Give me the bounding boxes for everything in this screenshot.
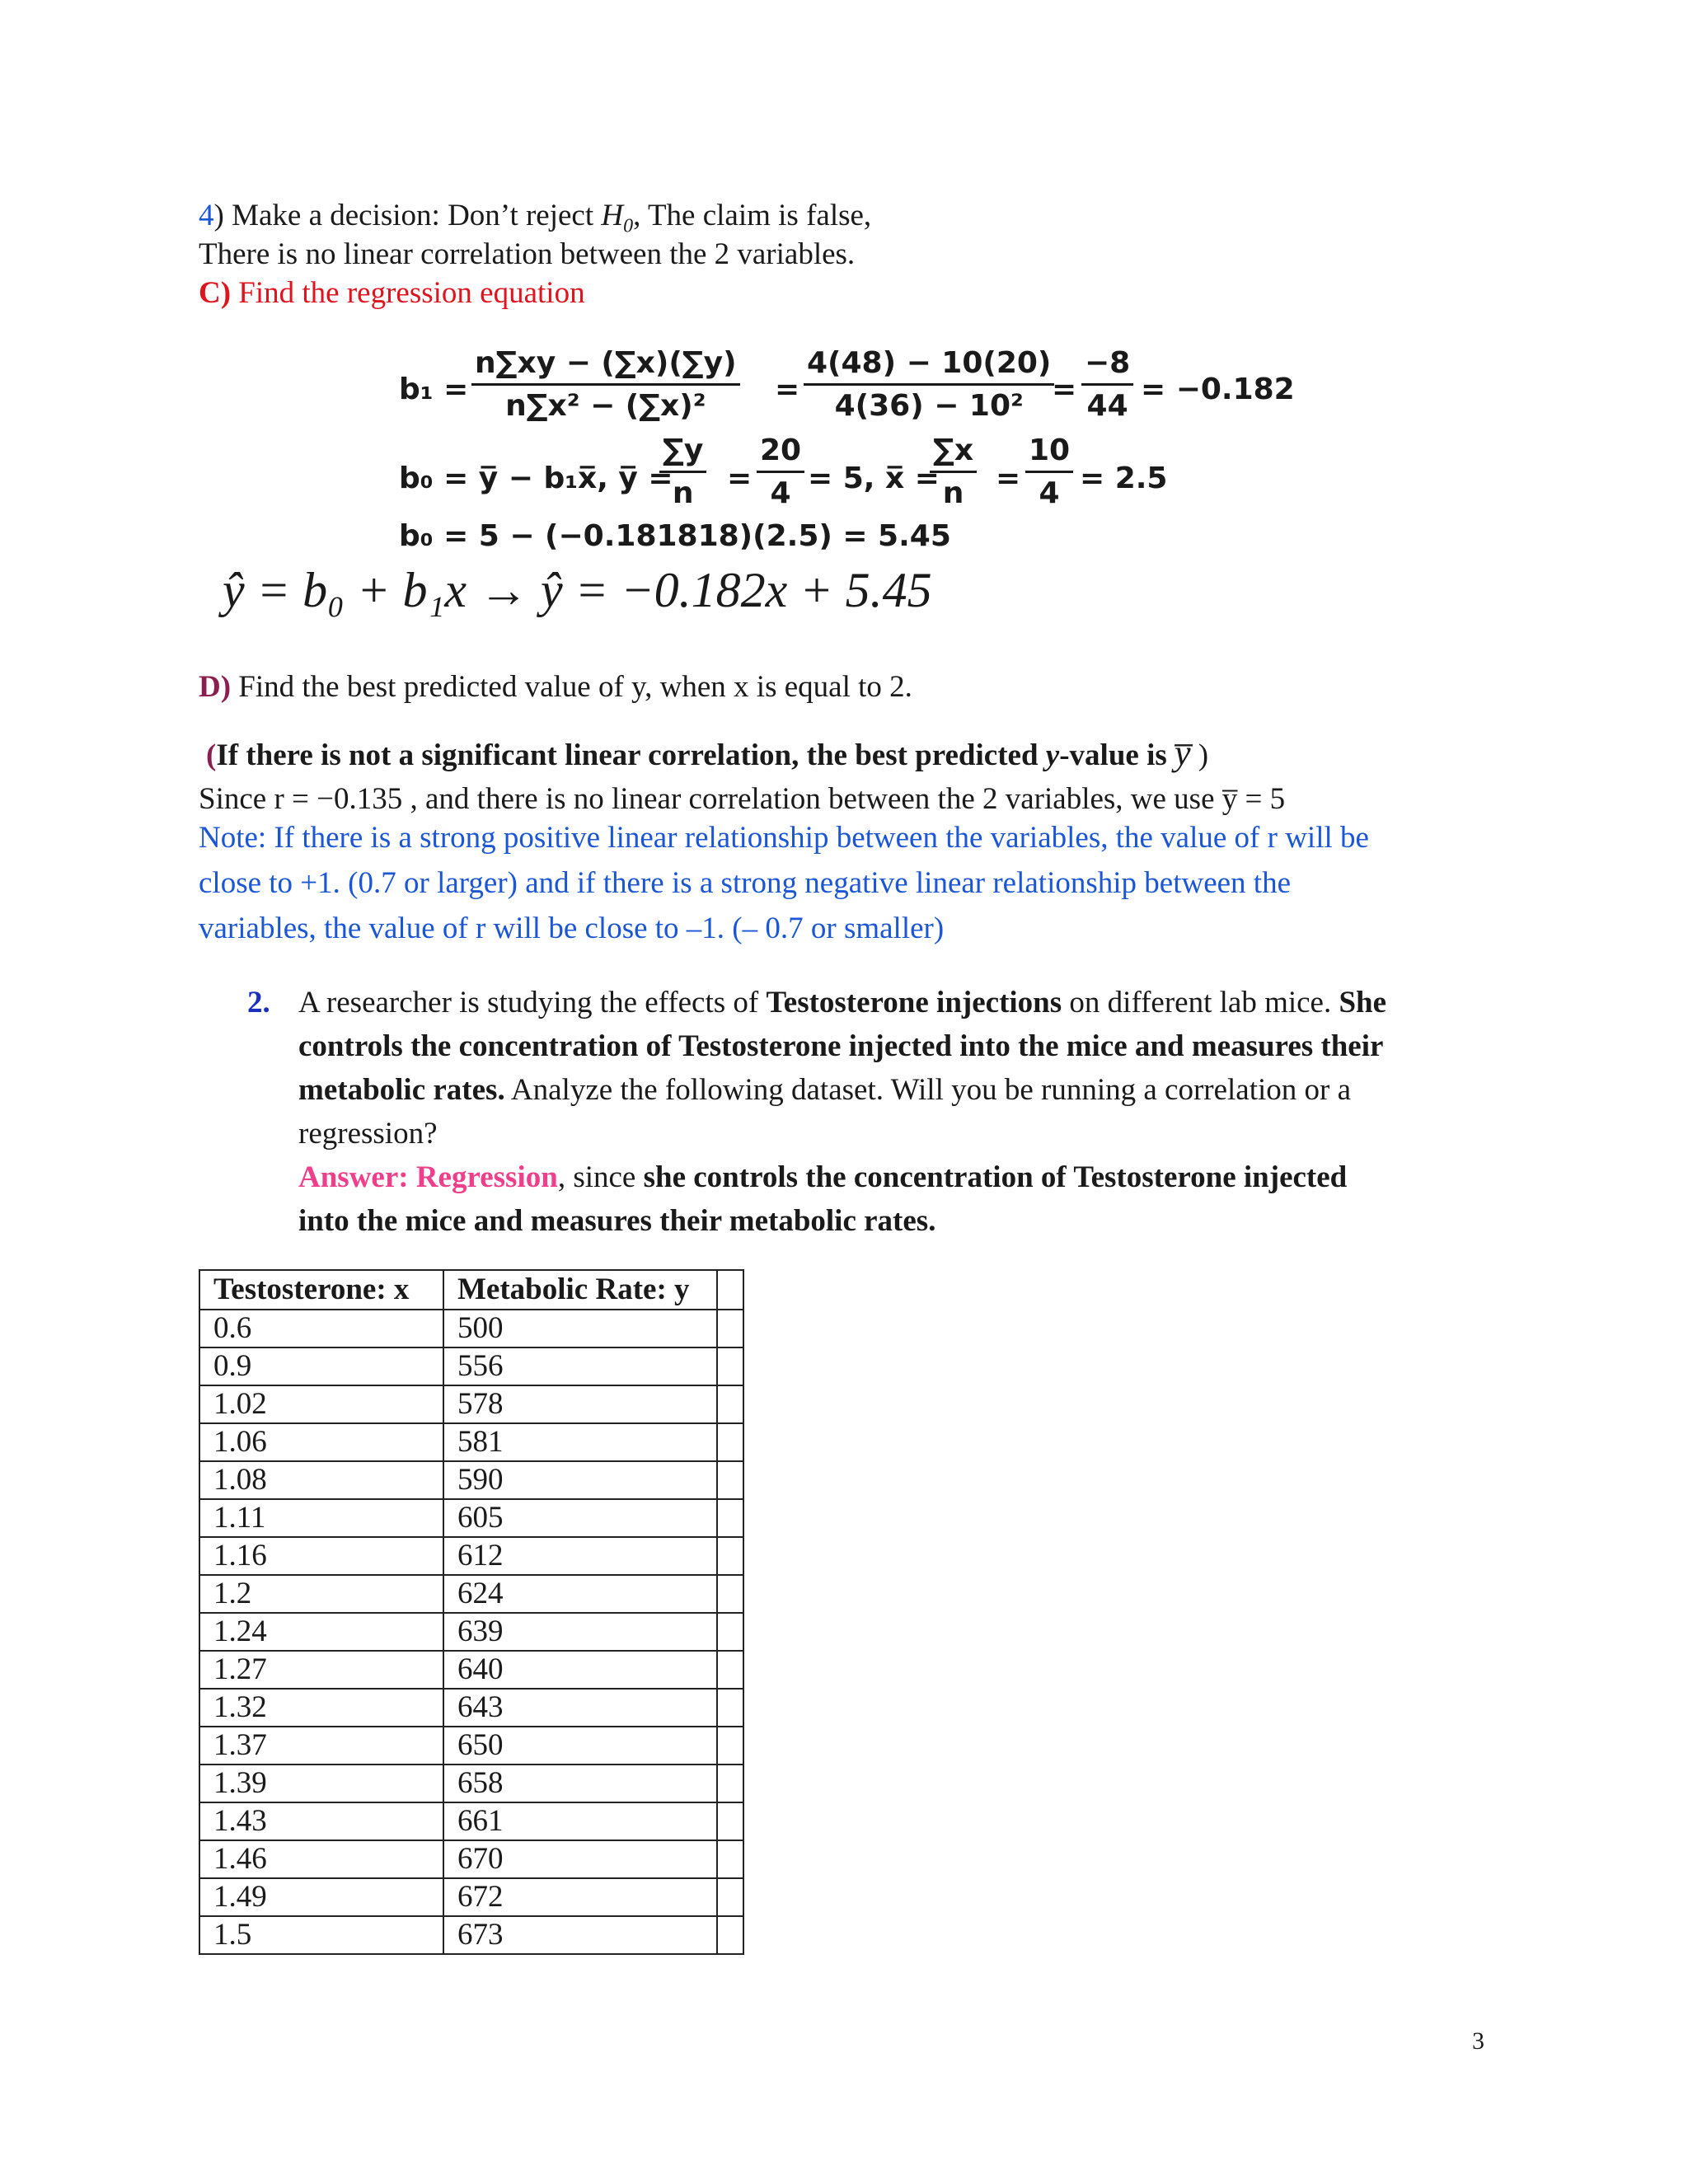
part-d-note: (If there is not a significant linear correlation, the best predicted y-value is y̅ )	[206, 733, 1209, 773]
q2-line1: A researcher is studying the effects of Testosterone injections on different lab mice. She	[298, 986, 1387, 1019]
b0-calculation: b₀ = 5 − (−0.181818)(2.5) = 5.45	[399, 519, 951, 553]
table-row: 1.27 640	[199, 1651, 743, 1689]
blue-note-line1: Note: If there is a strong positive linear relationship between the variables, the value of r will be	[199, 821, 1369, 855]
b1-fraction-simplified: −8 44	[1081, 346, 1133, 423]
b1-lhs: b₁ =	[399, 373, 469, 406]
xbar-fraction: ∑x n	[930, 434, 977, 510]
ybar-result: = 5, x̅ =	[808, 462, 940, 495]
header-metabolic-rate: Metabolic Rate: y	[443, 1270, 717, 1310]
part-c-heading: C) Find the regression equation	[199, 276, 585, 310]
part-c-label: C)	[199, 276, 232, 310]
blue-note-line2: close to +1. (0.7 or larger) and if there is a strong negative linear relationship between the	[199, 866, 1292, 900]
b1-fraction-general: n∑xy − (∑x)(∑y) n∑x² − (∑x)²	[471, 346, 740, 423]
h0-symbol: $H_0$	[601, 199, 634, 237]
b1-result: = −0.182	[1141, 373, 1295, 406]
step4-line1: 4) Make a decision: Don’t reject $H_0$, The claim is false,	[199, 199, 872, 237]
table-row: 1.5 673	[199, 1916, 743, 1954]
data-table	[199, 1269, 744, 1955]
ybar-fraction: ∑y n	[659, 434, 706, 510]
ybar-fraction-values: 20 4	[757, 434, 804, 510]
step4-line2: There is no linear correlation between the 2 variables.	[199, 237, 856, 271]
q2-answer-line1: Answer: Regression, since she controls the concentration of Testosterone injected	[298, 1160, 1348, 1194]
table-row: 1.37 650	[199, 1727, 743, 1765]
b1-fraction-values: 4(48) − 10(20) 4(36) − 10²	[804, 346, 1054, 423]
table-row: 0.9 556	[199, 1347, 743, 1385]
table-row: 1.39 658	[199, 1765, 743, 1802]
part-d-heading: D) Find the best predicted value of y, when x is equal to 2.	[199, 670, 912, 704]
table-row: 1.08 590	[199, 1461, 743, 1499]
blue-note-line3: variables, the value of r will be close to –1. (– 0.7 or smaller)	[199, 912, 945, 945]
table-row: 1.32 643	[199, 1689, 743, 1727]
since-r-statement: Since r = −0.135 , and there is no linear correlation between the 2 variables, we use y̅ = 5	[199, 782, 1286, 816]
table-row: 1.11 605	[199, 1499, 743, 1537]
header-empty	[717, 1270, 743, 1310]
table-row: 0.6 500	[199, 1310, 743, 1347]
b0-formula: b₀ = y̅ − b₁x̅, y̅ =	[399, 462, 673, 495]
table-row: 1.16 612	[199, 1537, 743, 1575]
regression-equation: ŷ = b₀ + b₁x → ŷ = −0.182x + 5.45	[223, 563, 932, 617]
answer-label: Answer: Regression	[298, 1160, 558, 1194]
q2-line4: regression?	[298, 1117, 438, 1151]
q2-line2: controls the concentration of Testosterone injected into the mice and measures their	[298, 1029, 1384, 1063]
table-row: 1.46 670	[199, 1840, 743, 1878]
table-row: 1.24 639	[199, 1613, 743, 1651]
table-row: 1.06 581	[199, 1423, 743, 1461]
table-row: 1.49 672	[199, 1878, 743, 1916]
page-number: 3	[1472, 2027, 1484, 2055]
q2-number: 2.	[247, 986, 270, 1019]
xbar-result: = 2.5	[1080, 462, 1168, 495]
table-row: 1.02 578	[199, 1385, 743, 1423]
header-testosterone: Testosterone: x	[199, 1270, 443, 1310]
step4-number: 4	[199, 199, 214, 232]
table-row: 1.43 661	[199, 1802, 743, 1840]
q2-answer-line2: into the mice and measures their metabolic rates.	[298, 1204, 936, 1238]
table-header-row	[199, 1270, 743, 1310]
xbar-fraction-values: 10 4	[1025, 434, 1073, 510]
q2-line3: metabolic rates. Analyze the following dataset. Will you be running a correlation or a	[298, 1073, 1352, 1107]
part-d-label: D)	[199, 670, 232, 704]
table-row: 1.2 624	[199, 1575, 743, 1613]
